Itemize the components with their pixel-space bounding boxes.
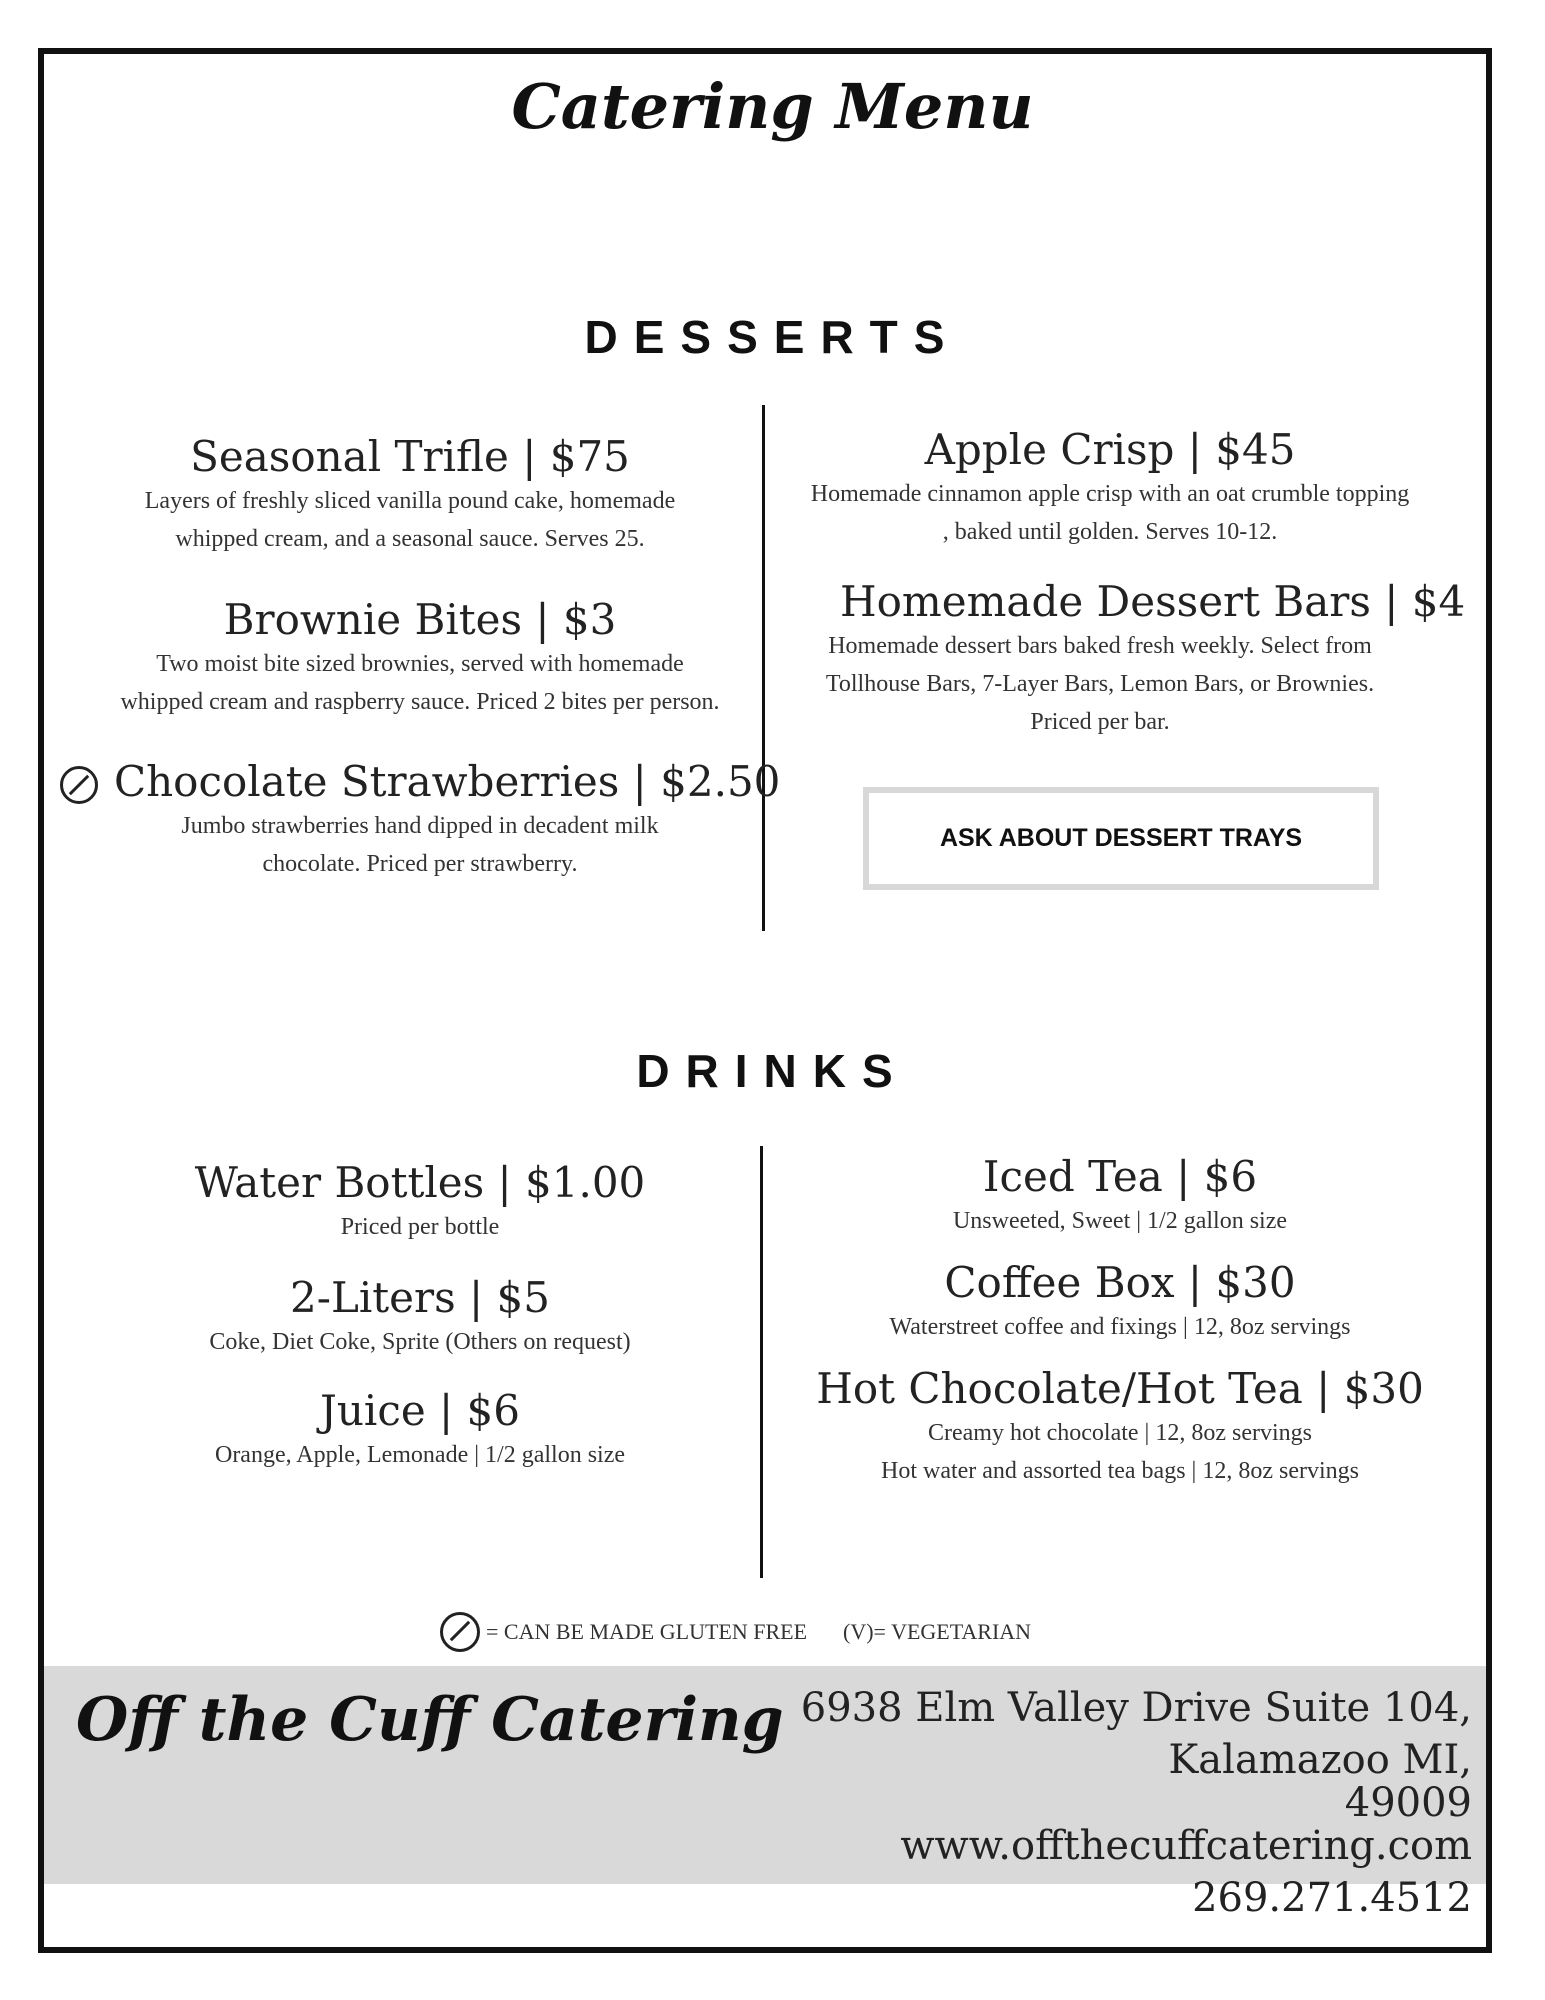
gluten-free-icon: [440, 1612, 480, 1652]
item-desc: Coke, Diet Coke, Sprite (Others on request): [209, 1329, 631, 1356]
menu-item: [70, 1273, 770, 1361]
menu-item: [60, 432, 760, 558]
menu-title: Catering Menu: [511, 70, 1034, 143]
gluten-free-legend: = CAN BE MADE GLUTEN FREE: [486, 1619, 808, 1644]
item-desc: Homemade cinnamon apple crisp with an oat crumble topping: [810, 481, 1410, 508]
dietary-legend: [440, 1611, 1031, 1653]
item-desc: Jumbo strawberries hand dipped in decadent milk: [181, 813, 659, 840]
phone-number[interactable]: 269.271.4512: [1192, 1875, 1472, 1921]
item-name: Coffee Box | $30: [944, 1258, 1296, 1307]
item-desc: chocolate. Priced per strawberry.: [262, 851, 578, 878]
item-desc: Hot water and assorted tea bags | 12, 8oz servings: [880, 1458, 1359, 1485]
vegetarian-legend: (V)= VEGETARIAN: [843, 1619, 1032, 1644]
item-name: Hot Chocolate/Hot Tea | $30: [816, 1364, 1424, 1413]
item-name: [60, 757, 780, 807]
website-link[interactable]: www.offthecuffcatering.com: [900, 1823, 1472, 1869]
menu-item: [770, 1364, 1470, 1490]
desserts-heading: DESSERTS: [584, 311, 961, 363]
ask-dessert-trays-box: [863, 787, 1379, 890]
item-desc: Two moist bite sized brownies, served with homemade: [156, 651, 684, 678]
menu-item: [60, 595, 780, 721]
menu-item: [70, 1386, 770, 1474]
item-name: Brownie Bites | $3: [223, 595, 617, 644]
item-desc: Layers of freshly sliced vanilla pound cake, homemade: [144, 488, 676, 515]
ask-dessert-trays-label: ASK ABOUT DESSERT TRAYS: [939, 824, 1303, 852]
menu-item: [770, 577, 1466, 741]
item-desc: Priced per bar.: [1030, 709, 1170, 736]
item-desc: Tollhouse Bars, 7-Layer Bars, Lemon Bars, or Brownies.: [825, 671, 1375, 698]
item-name-text: Chocolate Strawberries | $2.50: [114, 757, 781, 806]
menu-item: [770, 1152, 1470, 1240]
item-desc: , baked until golden. Serves 10-12.: [942, 519, 1278, 546]
item-desc: Unsweeted, Sweet | 1/2 gallon size: [952, 1208, 1288, 1235]
gluten-free-icon: [60, 766, 98, 804]
menu-item: [60, 757, 780, 883]
item-desc: Creamy hot chocolate | 12, 8oz servings: [927, 1420, 1313, 1447]
menu-item: [770, 425, 1450, 551]
item-name: Apple Crisp | $45: [924, 425, 1296, 474]
item-desc: Waterstreet coffee and fixings | 12, 8oz servings: [889, 1314, 1351, 1341]
address-line-2: 49009: [1344, 1780, 1472, 1826]
drinks-heading: DRINKS: [636, 1045, 909, 1097]
item-desc: whipped cream and raspberry sauce. Priced 2 bites per person.: [120, 689, 720, 716]
item-desc: Orange, Apple, Lemonade | 1/2 gallon size: [214, 1442, 625, 1469]
menu-item: [770, 1258, 1470, 1346]
item-name: Juice | $6: [320, 1386, 520, 1435]
item-desc: whipped cream, and a seasonal sauce. Serves 25.: [175, 526, 645, 553]
item-name: Seasonal Trifle | $75: [190, 432, 630, 481]
item-desc: Homemade dessert bars baked fresh weekly. Select from: [828, 633, 1372, 660]
item-name: Water Bottles | $1.00: [194, 1158, 646, 1207]
item-desc: Priced per bottle: [340, 1214, 500, 1241]
item-name: Iced Tea | $6: [982, 1152, 1258, 1201]
item-name: Homemade Dessert Bars | $4: [840, 577, 1466, 626]
brand-logo-text: Off the Cuff Catering: [76, 1685, 784, 1755]
menu-item: [70, 1158, 770, 1246]
contact-block: [592, 1682, 1472, 1924]
item-name: 2-Liters | $5: [290, 1273, 550, 1322]
address-line-1: 6938 Elm Valley Drive Suite 104, Kalamazoo MI,: [800, 1685, 1472, 1783]
